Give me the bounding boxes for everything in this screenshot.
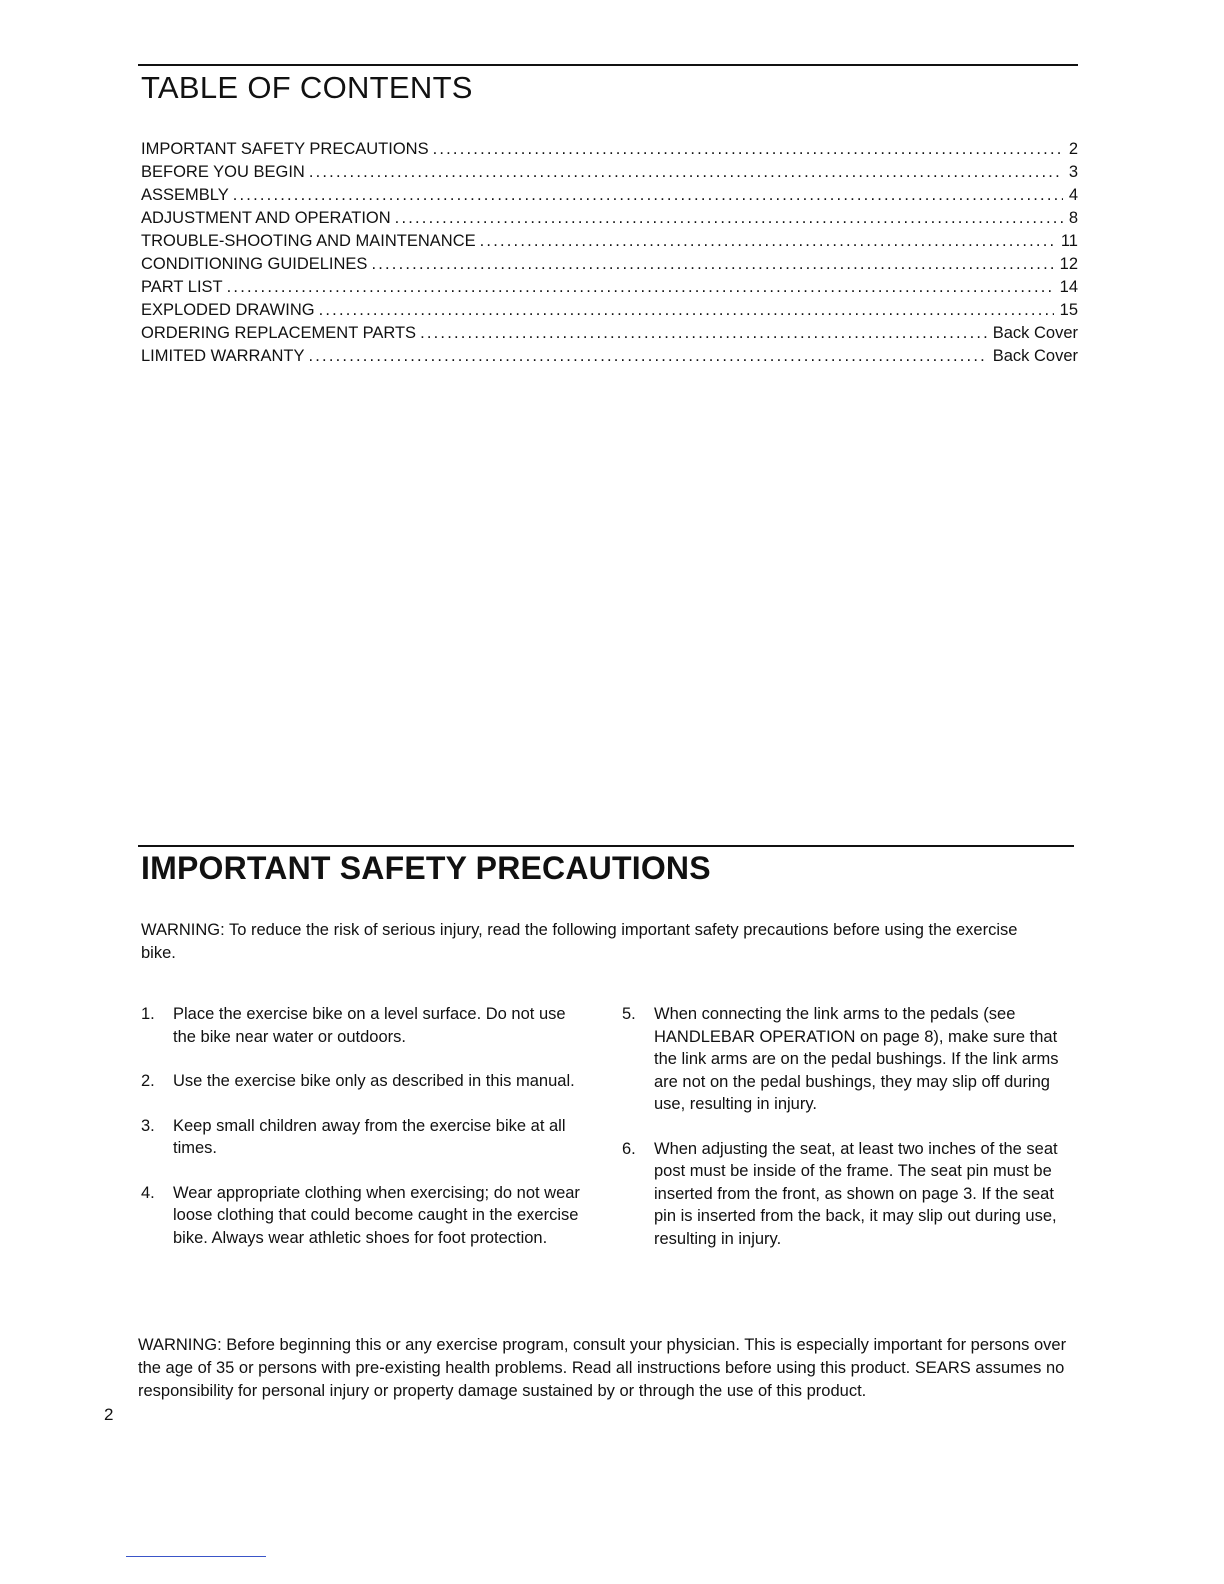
toc-leader-dots bbox=[480, 230, 1055, 253]
toc-entry-page: 8 bbox=[1068, 209, 1078, 227]
toc-leader-dots bbox=[319, 299, 1054, 322]
precaution-number: 5. bbox=[622, 1005, 636, 1023]
toc-leader-dots bbox=[227, 276, 1054, 299]
toc-entry-title: CONDITIONING GUIDELINES bbox=[141, 255, 368, 273]
page-number: 2 bbox=[104, 1405, 114, 1424]
precaution-number: 4. bbox=[141, 1183, 155, 1202]
toc-entry-page: 11 bbox=[1060, 232, 1078, 250]
toc-entry bbox=[141, 207, 1078, 230]
toc-entry-title: PART LIST bbox=[141, 278, 223, 296]
toc-entry-title: LIMITED WARRANTY bbox=[141, 347, 305, 365]
toc-entry bbox=[141, 276, 1078, 299]
toc-entry-page: Back Cover bbox=[992, 347, 1078, 365]
toc-heading: TABLE OF CONTENTS bbox=[141, 70, 473, 105]
toc-leader-dots bbox=[433, 138, 1063, 161]
toc-entry-page: 2 bbox=[1068, 140, 1078, 158]
toc-entry-page: 15 bbox=[1059, 301, 1078, 319]
toc-entry-title: BEFORE YOU BEGIN bbox=[141, 163, 305, 181]
toc-leader-dots bbox=[309, 161, 1063, 184]
toc-entry bbox=[141, 184, 1078, 207]
closing-warning: WARNING: Before beginning this or any exercise program, consult your physician. This is especially important for persons over the age of 35 or persons with pre-existing health problems. Read all instructions before using this product. SEARS assumes no responsibility for personal injury or property damage sustained by or through the use of this product. bbox=[138, 1336, 1067, 1400]
precaution-item bbox=[141, 1182, 591, 1250]
precaution-number: 3. bbox=[141, 1116, 155, 1135]
toc-entry bbox=[141, 253, 1078, 276]
precaution-item bbox=[622, 1003, 1072, 1116]
precautions-left-column bbox=[141, 1003, 591, 1271]
precaution-number: 1. bbox=[141, 1005, 155, 1023]
toc-entry-title: ADJUSTMENT AND OPERATION bbox=[141, 209, 391, 227]
precaution-item bbox=[141, 1115, 591, 1160]
precaution-item bbox=[141, 1003, 591, 1048]
precaution-number: 6. bbox=[622, 1139, 636, 1158]
toc-entry bbox=[141, 299, 1078, 322]
precaution-text: When adjusting the seat, at least two inches of the seat post must be inside of the frame. The seat pin must be inserted from the front, as shown on page 3. If the seat pin is inserted from the back, it may slip out during use, resulting in injury. bbox=[654, 1139, 1058, 1248]
intro-warning: WARNING: To reduce the risk of serious injury, read the following important safety precautions before using the exercise bike. bbox=[141, 921, 1018, 962]
toc-entry bbox=[141, 161, 1078, 184]
toc-entry-page: 12 bbox=[1059, 255, 1078, 273]
bottom-link-underline bbox=[126, 1556, 266, 1557]
toc-entry-title: EXPLODED DRAWING bbox=[141, 301, 315, 319]
toc-entry-title: IMPORTANT SAFETY PRECAUTIONS bbox=[141, 140, 429, 158]
toc-entry-title: ASSEMBLY bbox=[141, 186, 229, 204]
toc-top-rule bbox=[138, 64, 1078, 66]
precaution-text: Use the exercise bike only as described in this manual. bbox=[173, 1072, 575, 1090]
toc-entry-page: 14 bbox=[1059, 278, 1078, 296]
precaution-text: Keep small children away from the exercise bike at all times. bbox=[173, 1116, 566, 1157]
toc-leader-dots bbox=[420, 322, 987, 345]
precaution-text: Wear appropriate clothing when exercising; do not wear loose clothing that could become caught in the exercise bike. Always wear athletic shoes for foot protection. bbox=[173, 1183, 580, 1247]
precaution-number: 2. bbox=[141, 1072, 155, 1090]
toc-entry-page: Back Cover bbox=[992, 324, 1078, 342]
precaution-item bbox=[141, 1070, 591, 1093]
toc-entry bbox=[141, 138, 1078, 161]
toc-entry bbox=[141, 345, 1078, 368]
safety-heading: IMPORTANT SAFETY PRECAUTIONS bbox=[141, 850, 711, 886]
precautions-right-column bbox=[622, 1003, 1072, 1272]
toc-leader-dots bbox=[308, 345, 986, 368]
toc-entry-title: ORDERING REPLACEMENT PARTS bbox=[141, 324, 417, 342]
toc-leader-dots bbox=[395, 207, 1063, 230]
toc-leader-dots bbox=[371, 253, 1053, 276]
toc-leader-dots bbox=[233, 184, 1063, 207]
toc-entry bbox=[141, 230, 1078, 253]
precaution-text: When connecting the link arms to the pedals (see HANDLEBAR OPERATION on page 8), make sure that the link arms are on the pedal bushings. If the link arms are not on the pedal bushings, they may slip off during use, resulting in injury. bbox=[654, 1005, 1059, 1113]
precaution-text: Place the exercise bike on a level surface. Do not use the bike near water or outdoors. bbox=[173, 1005, 566, 1046]
precaution-item bbox=[622, 1138, 1072, 1251]
toc-entry-title: TROUBLE-SHOOTING AND MAINTENANCE bbox=[141, 232, 476, 250]
toc-entry-page: 3 bbox=[1068, 163, 1078, 181]
table-of-contents bbox=[141, 138, 1078, 368]
toc-entry bbox=[141, 322, 1078, 345]
safety-top-rule bbox=[138, 845, 1074, 847]
toc-entry-page: 4 bbox=[1068, 186, 1078, 204]
